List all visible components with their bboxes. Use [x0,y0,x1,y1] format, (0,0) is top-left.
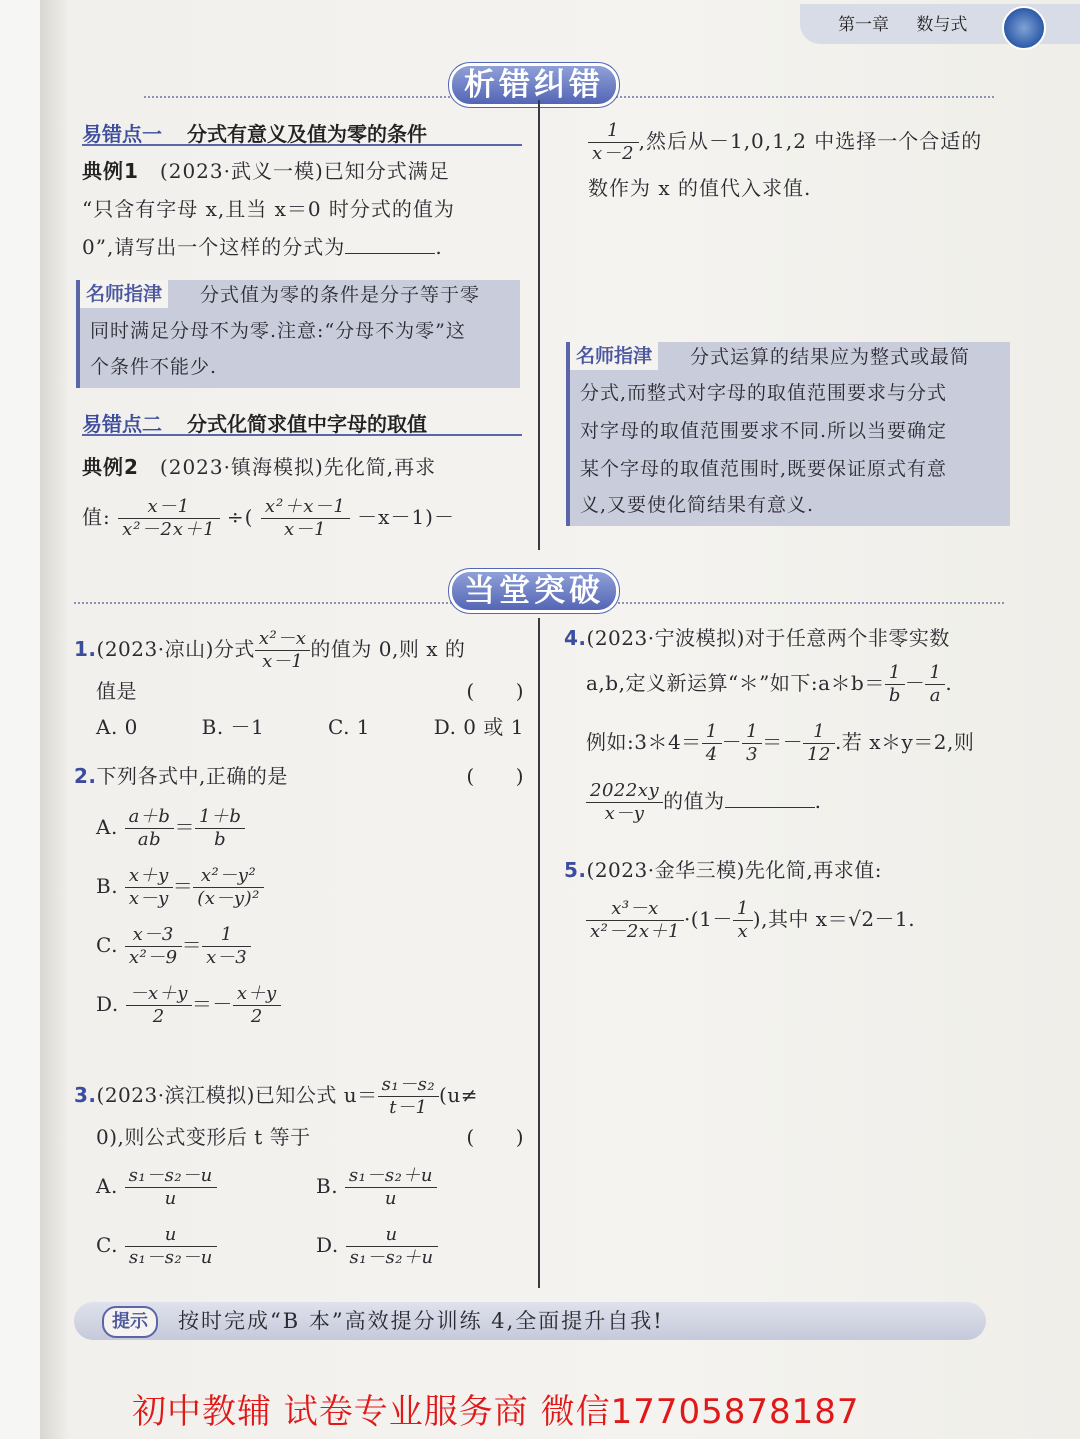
banner-title: 当堂突破 [452,572,616,610]
tip-label: 名师指津 [80,280,168,308]
question-5: 5.(2023·金华三模)先化简,再求值: $\frac{\text{x³－x}}{\text{x²－2x＋1}}$ ·(1－ $\frac{1}{x}$ ),其中 x＝√2－1. [564,858,916,942]
tip-line: 个条件不能少. [90,356,218,378]
question-2 [74,758,524,1028]
question-text: 的值为 [663,789,725,813]
error-point-2 [82,408,522,438]
option-a[interactable]: A. 0 [96,715,138,739]
example-text: (2023·镇海模拟)先化简,再求 [159,455,437,479]
error-point-tag: 易错点一 [82,122,162,146]
facing-page-edge [0,0,41,1439]
punct: . [435,235,443,259]
question-text: (2023·凉山)分式 [96,637,255,661]
section-banner-practice [74,572,1004,608]
option-d[interactable]: D. $\frac{-x+y}{2}$ ＝－ $\frac{x+y}{2}$ [96,983,524,1028]
question-text: 例如:3＊4＝ [586,730,702,754]
tip-line: 义,又要使化简结果有意义. [580,494,815,516]
question-number: 4. [564,626,587,650]
option-d[interactable]: D. 0 或 1 [433,715,524,739]
option-a[interactable]: A. $\frac{\text{s₁－s₂－u}}{u}$ [96,1165,316,1210]
column-divider [538,100,540,550]
chapter-header [838,10,989,35]
tip-line: 分式值为零的条件是分子等于零 [200,284,481,306]
question-text: (2023·滨江模拟)已知公式 u＝ [96,1083,378,1107]
fraction: $\frac{\text{x²＋x－1}}{x-1}$ [261,496,350,541]
question-3 [74,1074,524,1269]
hint-text: 按时完成“B 本”高效提分训练 4,全面提升自我! [178,1309,664,1333]
question-text: 下列各式中,正确的是 [96,764,288,788]
option-a[interactable]: A. $\frac{a+b}{ab}$ ＝ $\frac{1+b}{b}$ [96,806,524,851]
operator: －x－1)－ [357,505,455,529]
option-b[interactable]: B. －1 [201,715,265,739]
answer-paren[interactable]: ( ) [466,679,524,703]
example-text: 值: [82,505,111,529]
tip-line: 同时满足分母不为零.注意:“分母不为零”这 [90,320,466,342]
fraction: $\frac{1}{x-2}$ [588,120,639,165]
answer-paren[interactable]: ( ) [466,1125,524,1149]
answer-paren[interactable]: ( ) [466,764,524,788]
example-label: 典例2 [82,455,139,479]
question-number: 3. [74,1083,97,1107]
options [96,709,524,745]
question-4: 4.(2023·宁波模拟)对于任意两个非零实数 a,b,定义新运算“＊”如下:a＊b＝ $\frac{1}{b}$ － $\frac{1}{a}$ . 例如:3＊4＝ $\frac{1}{4}$ － $\frac{1}{3}$ ＝－ $\frac{1}{12}$ .若 x＊y＝2,则 $\frac{2022xy}{x-y}$ 的值为 . [564,626,975,824]
fraction: $\frac{\text{s₁－s₂}}{t-1}$ [378,1074,439,1119]
option-c[interactable]: C. $\frac{u}{\text{s₁－s₂－u}}$ [96,1224,316,1269]
answer-blank[interactable] [725,787,815,808]
question-number: 1. [74,637,97,661]
teacher-tip-2 [566,342,1010,526]
question-text: (2023·宁波模拟)对于任意两个非零实数 [586,626,950,650]
example-line: “只含有字母 x,且当 x＝0 时分式的值为 [82,197,455,221]
question-text: 0),则公式变形后 t 等于 [96,1125,311,1149]
example-2-continued [588,120,1018,207]
question-number: 5. [564,858,587,882]
question-text: 的值为 0,则 x 的 [310,637,466,661]
banner-title: 析错纠错 [452,66,616,104]
question-1 [74,628,524,745]
tip-line: 分式运算的结果应为整式或最简 [690,346,971,368]
error-point-1 [82,118,522,148]
error-point-tag: 易错点二 [82,412,162,436]
question-number: 2. [74,764,97,788]
example-text: (2023·武义一模)已知分式满足 [159,159,450,183]
fraction: $\frac{\text{x²－x}}{x-1}$ [255,628,311,673]
error-point-title: 分式化简求值中字母的取值 [186,412,427,436]
example-text: ,然后从－1,0,1,2 中选择一个合适的 [638,129,983,153]
tip-line: 某个字母的取值范围时,既要保证原式有意 [580,458,948,480]
chapter-label: 第一章 [838,15,889,35]
hint-badge: 提示 [102,1306,158,1338]
question-text: ),其中 x＝√2－1. [752,907,916,931]
example-2 [82,448,532,541]
watermark: 初中教辅 试卷专业服务商 微信17705878187 [132,1392,860,1432]
fraction: $\frac{x-1}{\text{x²－2x＋1}}$ [118,496,219,541]
option-b[interactable]: B. $\frac{\text{s₁－s₂＋u}}{u}$ [316,1165,437,1210]
question-text: 值是 [96,679,137,703]
tip-line: 对字母的取值范围要求不同.所以当要确定 [580,420,948,442]
example-label: 典例1 [82,159,139,183]
example-line: 0”,请写出一个这样的分式为 [82,235,346,259]
section-banner-error-analysis [144,66,994,102]
example-text: 数作为 x 的值代入求值. [588,176,812,200]
column-divider [538,618,540,1288]
question-text: (u≠ [439,1083,478,1107]
example-1 [82,152,522,266]
question-text: (2023·金华三模)先化简,再求值: [586,858,882,882]
section-label: 数与式 [916,15,968,35]
operator: ÷( [226,505,254,529]
option-b[interactable]: B. $\frac{x+y}{x-y}$ ＝ $\frac{\text{x²－y²}}{\text{(x－y)²}}$ [96,865,524,910]
error-point-title: 分式有意义及值为零的条件 [186,122,427,146]
tip-label: 名师指津 [570,342,658,370]
option-d[interactable]: D. $\frac{u}{\text{s₁－s₂＋u}}$ [316,1224,438,1269]
option-c[interactable]: C. 1 [328,715,371,739]
teacher-tip-1 [76,280,520,388]
option-c[interactable]: C. $\frac{x-3}{\text{x²－9}}$ ＝ $\frac{1}{x-3}$ [96,924,524,969]
answer-blank[interactable] [345,233,435,254]
hint-bar [74,1302,986,1340]
tip-line: 分式,而整式对字母的取值范围要求与分式 [580,382,948,404]
book-logo-icon [1002,6,1046,50]
question-text: a,b,定义新运算“＊”如下:a＊b＝ [586,671,885,695]
